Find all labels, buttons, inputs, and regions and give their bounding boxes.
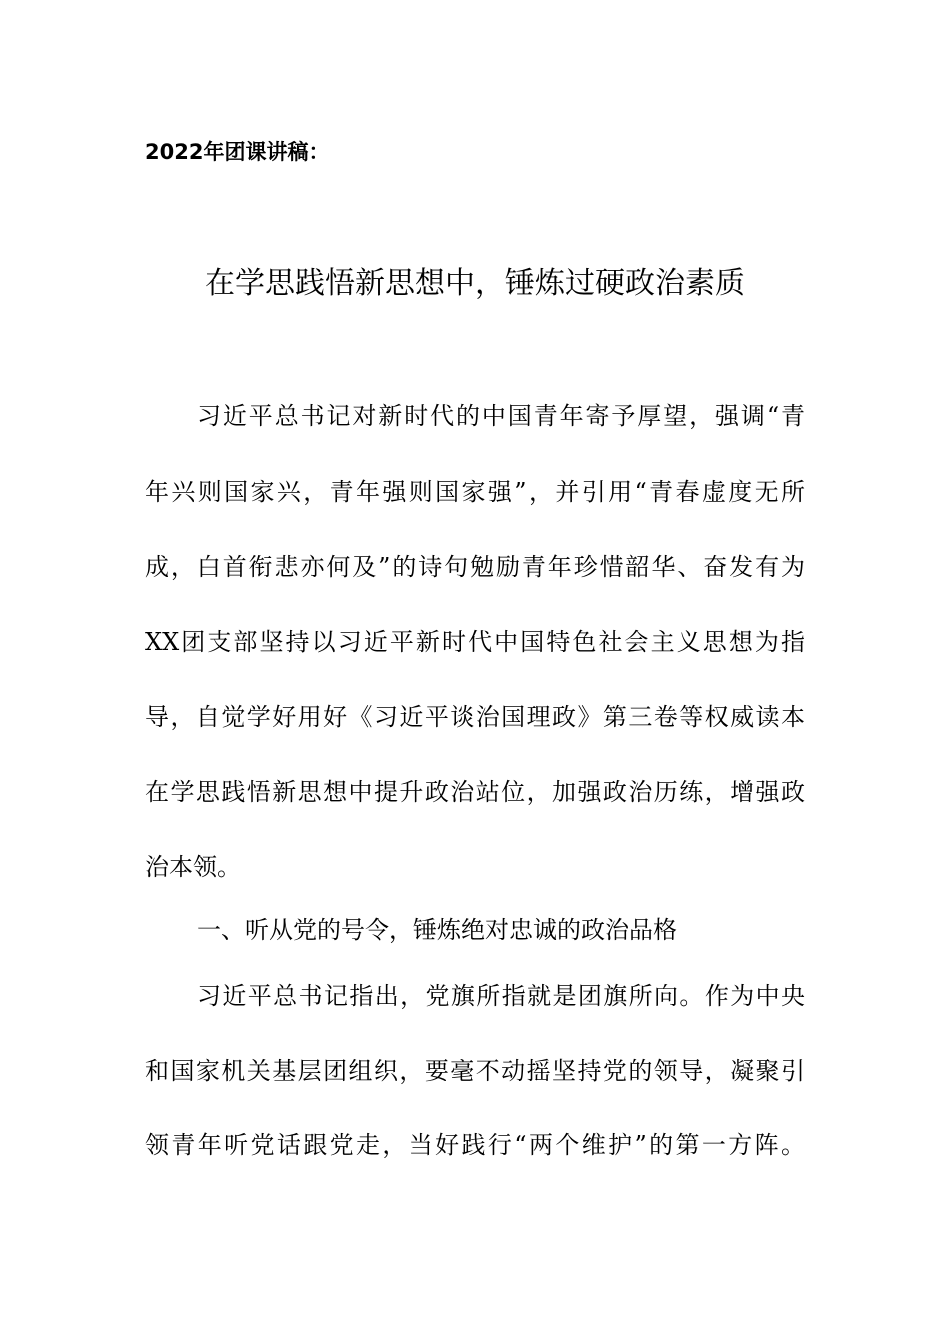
- paragraph-line: 习近平总书记指出，党旗所指就是团旗所向。作为中央: [197, 982, 805, 1010]
- paragraph-line: 在学思践悟新思想中提升政治站位，加强政治历练，增强政: [145, 778, 805, 806]
- paragraph-line: 导，自觉学好用好《习近平谈治国理政》第三卷等权威读本: [145, 703, 805, 731]
- paragraph-line: 治本领。: [145, 853, 241, 881]
- paragraph-line: 习近平总书记对新时代的中国青年寄予厚望，强调“青: [197, 402, 805, 430]
- paragraph-line: 领青年听党话跟党走，当好践行“两个维护”的第一方阵。: [145, 1131, 805, 1159]
- document-title: 在学思践悟新思想中，锤炼过硬政治素质: [205, 266, 745, 301]
- paragraph-line: 和国家机关基层团组织，要毫不动摇坚持党的领导，凝聚引: [145, 1057, 805, 1085]
- paragraph-line: 成，白首衔悲亦何及”的诗句勉励青年珍惜韶华、奋发有为: [145, 553, 805, 581]
- paragraph-line: XX团支部坚持以习近平新时代中国特色社会主义思想为指: [145, 628, 805, 656]
- document-label: 2022年团课讲稿：: [145, 140, 330, 164]
- section-heading: 一、听从党的号令，锤炼绝对忠诚的政治品格: [197, 916, 677, 944]
- paragraph-line: 年兴则国家兴，青年强则国家强”，并引用“青春虚度无所: [145, 478, 805, 506]
